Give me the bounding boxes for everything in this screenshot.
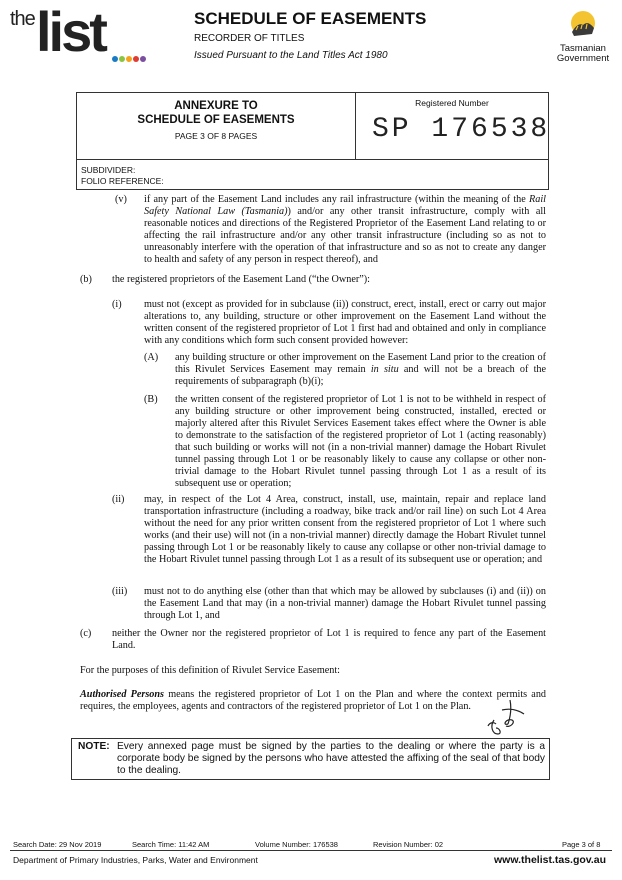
clause-A-text: any building structure or other improvement on the Easement Land prior to the creation of this Rivulet Services Easement may remain in situ and will not be a breach of the requirements of subparagraph (b)(i); xyxy=(175,352,547,387)
registered-number: SP 176538 xyxy=(372,114,551,145)
logo-the: the xyxy=(10,8,35,30)
purposes-line: For the purposes of this definition of Rivulet Service Easement: xyxy=(80,665,341,676)
clause-v-number: (v) xyxy=(115,194,127,205)
search-time: Search Time: 11:42 AM xyxy=(132,840,210,849)
department: Department of Primary Industries, Parks, Water and Environment xyxy=(13,855,258,865)
annexure-title-cell xyxy=(77,93,356,159)
logo-dots xyxy=(112,49,147,67)
clause-b-number: (b) xyxy=(80,274,92,285)
note-label: NOTE: xyxy=(78,741,110,752)
clause-B-number: (B) xyxy=(144,394,158,405)
search-date: Search Date: 29 Nov 2019 xyxy=(13,840,102,849)
clause-iii-number: (iii) xyxy=(112,586,128,597)
subdivider-label: SUBDIVIDER: xyxy=(81,165,136,175)
page-count: PAGE 3 OF 8 PAGES xyxy=(174,131,258,141)
logo-dot xyxy=(119,56,125,62)
volume-number: Volume Number: 176538 xyxy=(255,840,338,849)
gov-line1: Tasmanian xyxy=(560,43,606,54)
clause-c-text: neither the Owner nor the registered proprietor of Lot 1 is required to fence any part of the Easement Land. xyxy=(112,628,546,651)
clause-i-text: must not (except as provided for in subclause (ii)) construct, erect, install, erect or carry out major alterations to, any building, structure or other improvement on the Easement Land without the written consent of the registered proprietor of Lot 1 first had and obtained and only in compliance with any conditions which form such consent provided however: xyxy=(144,299,546,346)
clause-ii-text: may, in respect of the Lot 4 Area, construct, install, use, maintain, repair and replace land transportation infrastructure (including a roadway, bike track and/or rail line) on such Lot 4 Area without the need for any prior written consent from the registered proprietor of Lot 1 where such works (and their use) will not (in a non-trivial manner) directly damage the Hobart Rivulet tunnel passing through Lot 1 or be reasonably likely to cause any collapse or other non-trivial damage to the Hobart Rivulet tunnel passing through Lot 1 as a result of its subsequent use or operation; and xyxy=(144,494,546,565)
logo-dot xyxy=(133,56,139,62)
clause-v-text: if any part of the Easement Land includes any rail infrastructure (within the meaning of the Rail Safety National Law (Tasmania)) and/or any other transit infrastructure, comply with all reasonable notices and directions of the Registered Proprietor of the Easement Land relating to or affecting the rail infrastructure and/or any other transit infrastructure (including so as not to unreasonably interfere with the operation of that infrastructure and so as not to create any danger to health and safety of any person in respect thereof), and xyxy=(144,194,547,265)
authorised-persons-definition: Authorised Persons means the registered proprietor of Lot 1 on the Plan and where the context permits and requires, the employees, agents and contractors of the registered proprietor of Lot 1 on the Plan. xyxy=(80,689,547,712)
subdivider-block xyxy=(81,165,164,187)
document-subtitle: RECORDER OF TITLES xyxy=(194,33,305,44)
logo-list: list xyxy=(36,0,105,63)
revision-number: Revision Number: 02 xyxy=(373,840,444,849)
logo-dot xyxy=(112,56,118,62)
clause-B-text: the written consent of the registered proprietor of Lot 1 is not to be withheld in respect of any building structure or other improvement being constructed, installed, erected or majorly altered after this Rivulet Services Easement takes effect where the Owner is able to demonstrate to the satisfaction of the registered proprietor of Lot 1 (acting reasonably) that such building or works will not (in a non-trivial manner) damage the Hobart Rivulet tunnel passing through Lot 1 or be reasonably likely to cause any collapse or other non-trivial damage to the Hobart Rivulet tunnel passing through Lot 1 as a result of its subsequent use or operation; xyxy=(175,394,546,489)
footer-divider xyxy=(10,850,612,851)
gov-line2: Government xyxy=(556,53,610,64)
annexure-title-line1: ANNEXURE TO xyxy=(174,100,258,112)
box-divider xyxy=(77,159,548,160)
website-link[interactable]: www.thelist.tas.gov.au xyxy=(494,854,607,866)
clause-i-number: (i) xyxy=(112,299,122,310)
folio-label: FOLIO REFERENCE: xyxy=(81,176,164,186)
registered-number-label: Registered Number xyxy=(415,98,489,108)
clause-iii-text: must not to do anything else (other than that which may be allowed by subclauses (i) and (ii)) on the Easement Land that may (in a non-trivial manner) damage the Hobart Rivulet tunnel passing through Lot 1, and xyxy=(144,586,546,621)
page-indicator: Page 3 of 8 xyxy=(562,840,601,849)
note-text: Every annexed page must be signed by the parties to the dealing or where the party is a corporate body be signed by the persons who have attested the affixing of the seal of that body to the dealing. xyxy=(117,741,545,776)
logo-dot xyxy=(140,56,146,62)
clause-b-text: the registered proprietors of the Easement Land (“the Owner”): xyxy=(112,274,370,285)
clause-ii-number: (ii) xyxy=(112,494,125,505)
annexure-title-line2: SCHEDULE OF EASEMENTS xyxy=(137,114,295,126)
logo-dot xyxy=(126,56,132,62)
issued-statement: Issued Pursuant to the Land Titles Act 1980 xyxy=(194,50,388,61)
clause-c-number: (c) xyxy=(80,628,92,639)
document-title: SCHEDULE OF EASEMENTS xyxy=(194,9,427,28)
government-logo xyxy=(548,8,618,64)
clause-A-number: (A) xyxy=(144,352,159,363)
signature-initials xyxy=(480,696,532,740)
tasmanian-tiger-icon xyxy=(566,8,600,42)
